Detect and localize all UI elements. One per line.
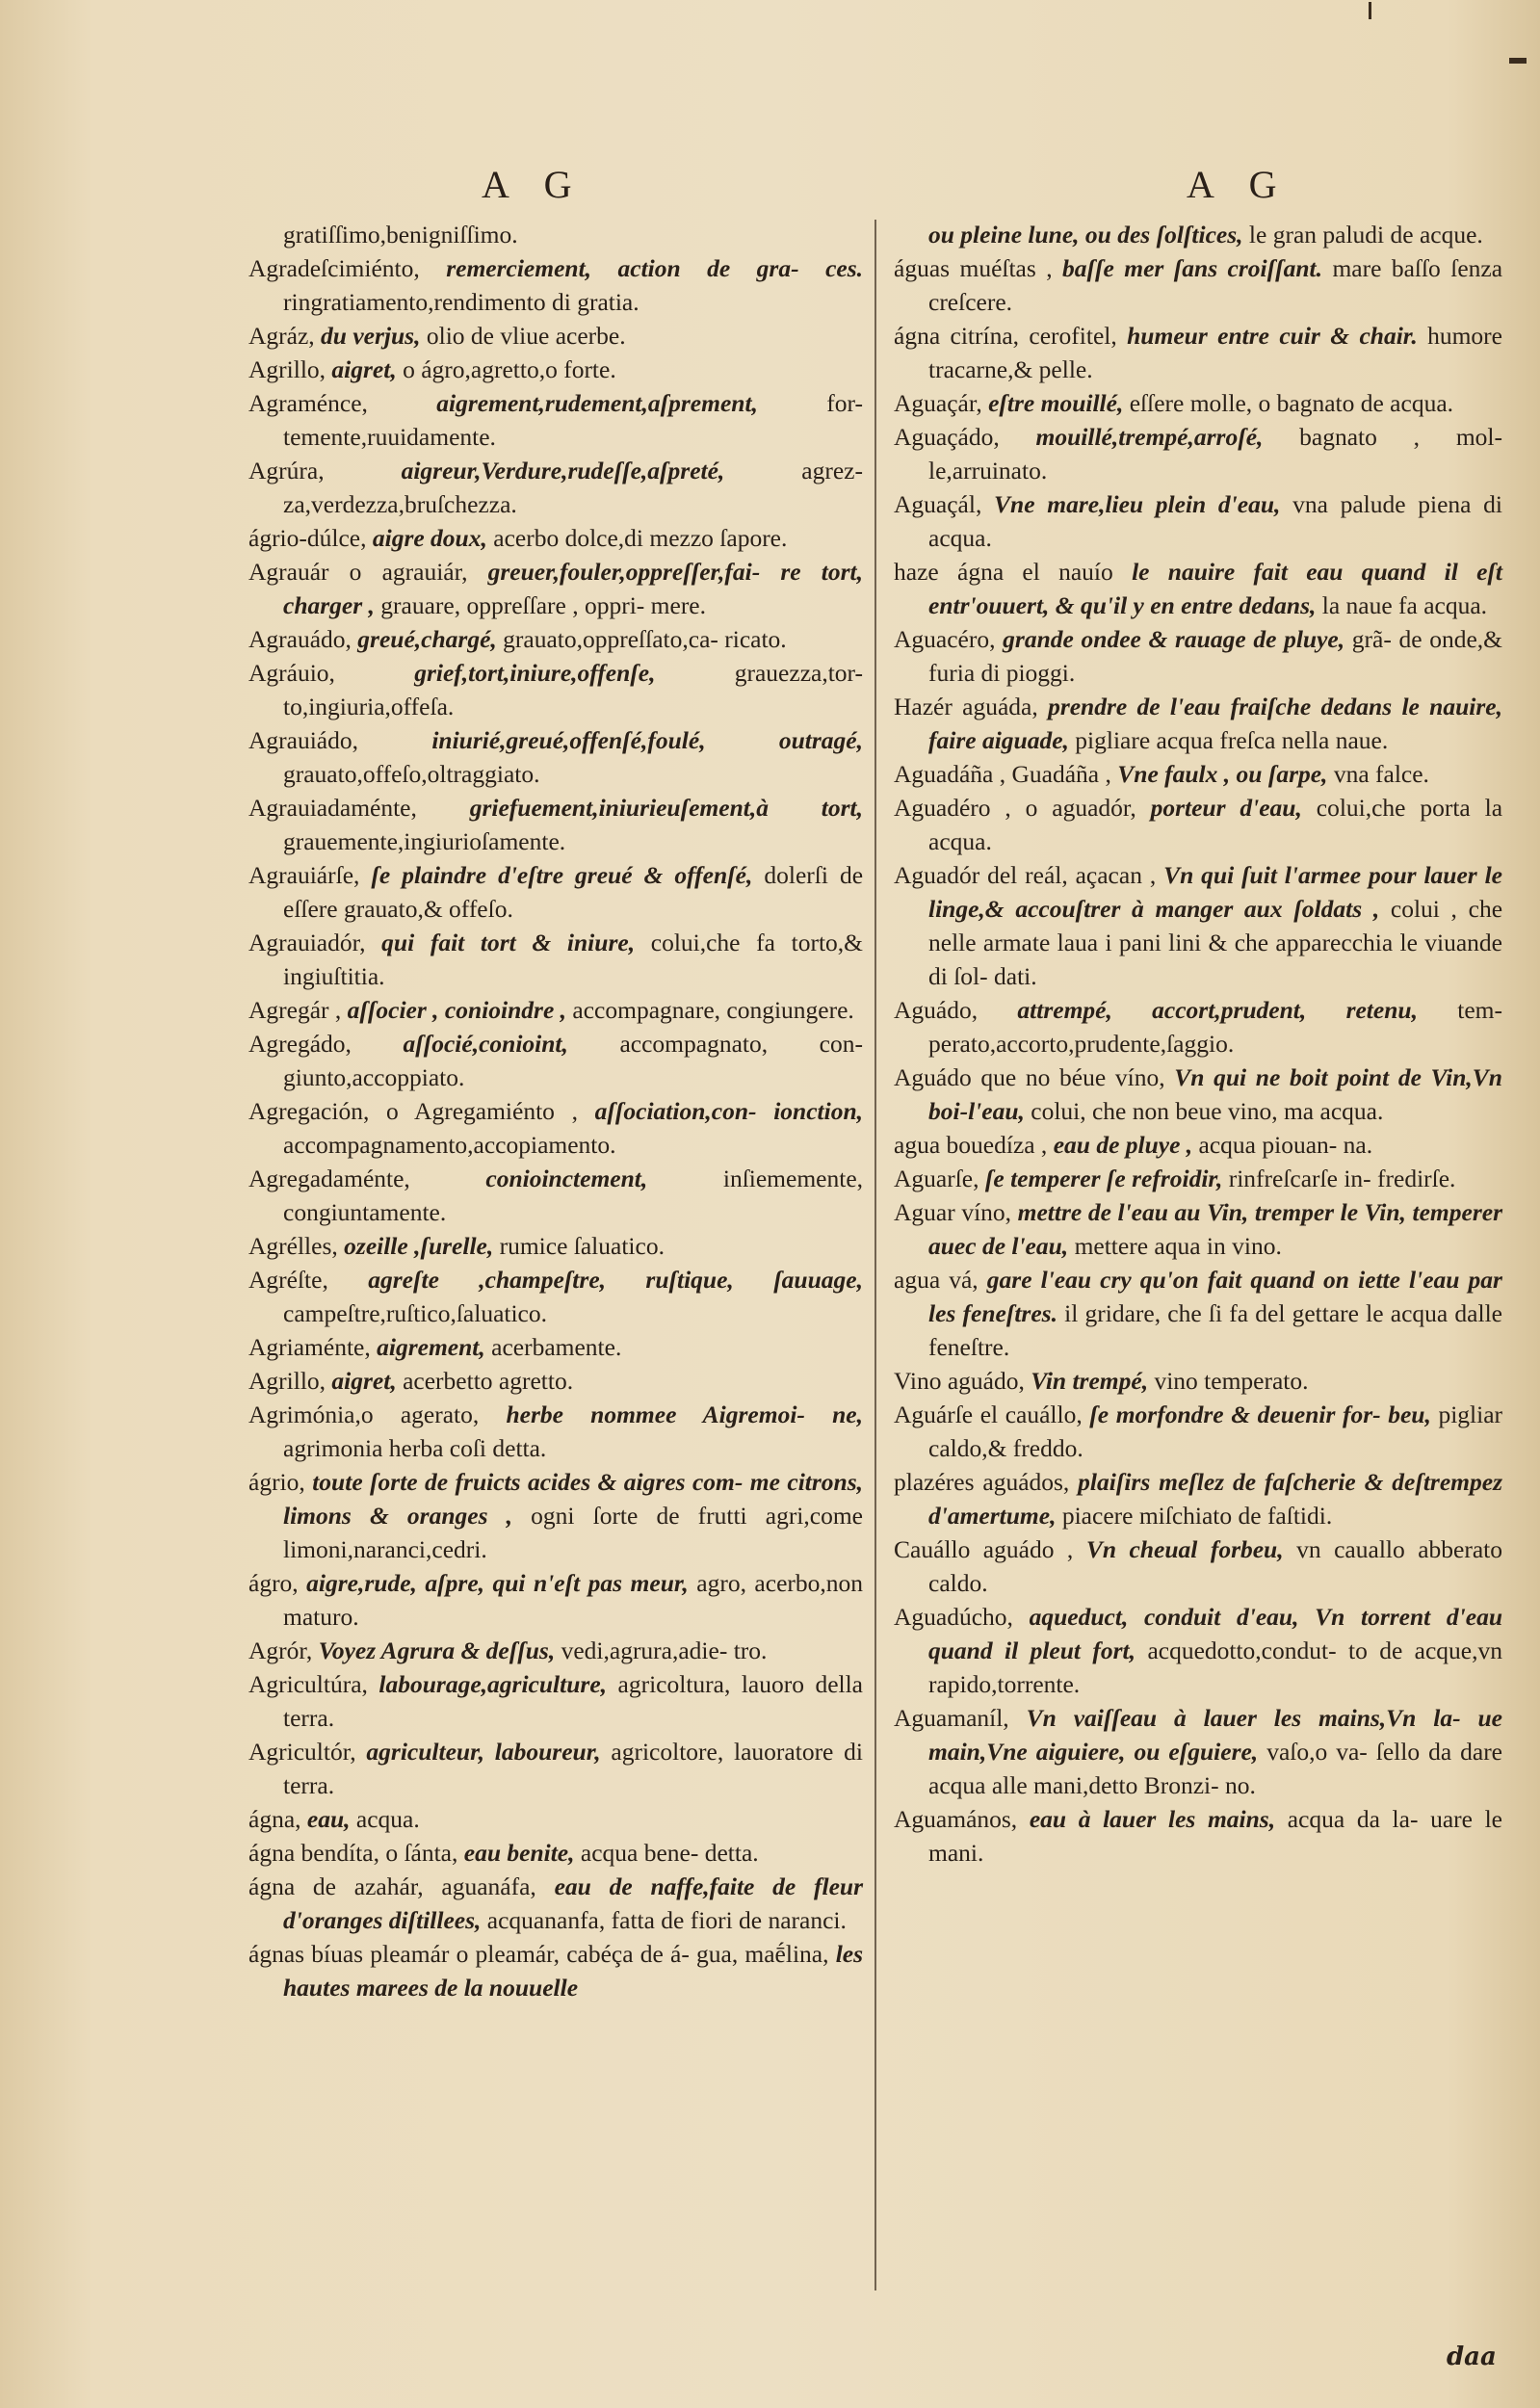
entry-italian: vn cauallo abberato caldo. (928, 1535, 1503, 1597)
entry-headword: ágnas bíuas pleamár o pleamár, cabéça de á- gua, maḗlina, (248, 1940, 829, 1968)
entry-french: greuer,fouler,oppreſſer,fai- re tort, charger , (283, 558, 863, 619)
entry-italian: inſiememente, congiuntamente. (283, 1165, 864, 1226)
dictionary-entry (894, 1398, 1502, 1465)
entry-headword: Agregár , (248, 996, 342, 1024)
dictionary-entry (894, 1802, 1502, 1870)
entry-french: eau benite, (463, 1839, 575, 1867)
entry-french: aigre doux, (372, 524, 487, 552)
entry-italian: acquananfa, fatta de fiori de naranci. (486, 1906, 847, 1934)
entry-italian: acqua piouan- na. (1198, 1131, 1373, 1159)
dictionary-entry (894, 555, 1502, 622)
entry-french: qui fait tort & iniure, (381, 929, 636, 956)
entry-headword: Aguadúcho, (894, 1603, 1013, 1631)
entry-french: Vn qui ſuit l'armee pour lauer le linge,& accouſtrer à manger aux ſoldats , (928, 861, 1502, 923)
entry-french: eau à lauer les mains, (1029, 1805, 1276, 1833)
entry-french: Vn vaiſſeau à lauer les mains,Vn la- ue main,Vne aiguiere, ou eſguiere, (928, 1704, 1503, 1766)
dictionary-entry (248, 521, 863, 555)
entry-headword: ágna citrína, cerofitel, (894, 322, 1117, 350)
dictionary-entry (894, 1195, 1502, 1263)
dictionary-entry (894, 622, 1502, 690)
entry-italian: agricoltura, lauoro della terra. (283, 1670, 863, 1732)
dictionary-entry (894, 420, 1502, 487)
entry-french: Vn cheual forbeu, (1085, 1535, 1284, 1563)
entry-headword: Agrélles, (248, 1232, 338, 1260)
dictionary-entry (248, 1735, 863, 1802)
dictionary-entry (248, 723, 863, 791)
entry-italian: mettere aqua in vino. (1074, 1232, 1282, 1260)
entry-italian: ogni ſorte de frutti agri,come limoni,naranci,cedri. (283, 1502, 863, 1563)
entry-italian: agro, acerbo,non maturo. (283, 1569, 864, 1631)
entry-headword: Agricultór, (248, 1738, 356, 1766)
entry-headword: Agradeſcimiénto, (248, 254, 420, 282)
entry-french: baſſe mer ſans croiſſant. (1062, 254, 1322, 282)
entry-italian: accompagnare, congiungere. (572, 996, 854, 1024)
entry-french: ſe morfondre & deuenir for- beu, (1089, 1400, 1431, 1428)
dictionary-entry (894, 1701, 1502, 1802)
entry-italian: agrez- za,verdezza,bruſchezza. (283, 457, 863, 518)
entry-french: attrempé, accort,prudent, retenu, (1017, 996, 1418, 1024)
dictionary-entry (894, 1364, 1502, 1398)
entry-italian: piacere miſchiato de faſtidi. (1061, 1502, 1333, 1530)
entry-french: porteur d'eau, (1150, 794, 1302, 822)
dictionary-entry (248, 1162, 863, 1229)
dictionary-entry (894, 1060, 1502, 1128)
entry-headword: Agregación, o Agregamiénto , (248, 1097, 578, 1125)
dictionary-entry (248, 1094, 863, 1162)
entry-italian: le gran paludi de acque. (1248, 221, 1483, 249)
entry-headword: Agregadaménte, (248, 1165, 410, 1192)
entry-french: ſe temperer ſe refroidir, (984, 1165, 1223, 1192)
dictionary-entry (894, 487, 1502, 555)
entry-headword: Aguadáña , Guadáña , (894, 760, 1111, 788)
entry-italian: for- temente,ruuidamente. (283, 389, 864, 451)
dictionary-entry (248, 1667, 863, 1735)
entry-headword: Agrauiadór, (248, 929, 366, 956)
entry-headword: plazéres aguádos, (894, 1468, 1070, 1496)
entry-headword: Aguamános, (894, 1805, 1018, 1833)
entry-italian: grauato,offeſo,oltraggiato. (283, 760, 540, 788)
entry-french: aigreur,Verdure,rudeſſe,aſpreté, (401, 457, 725, 484)
dictionary-entry (894, 791, 1502, 858)
dictionary-entry (248, 926, 863, 993)
entry-italian: la naue fa acqua. (1321, 591, 1488, 619)
entry-italian: olio de vliue acerbe. (426, 322, 626, 350)
entry-headword: Aguadór del reál, açacan , (894, 861, 1157, 889)
entry-italian: rinfreſcarſe in- fredirſe. (1228, 1165, 1456, 1192)
entry-french: griefuement,iniurieuſement,à tort, (469, 794, 863, 822)
entry-french: les hautes marees de la nouuelle (283, 1940, 864, 2002)
entry-french: ſe plaindre d'eſtre greué & offenſé, (371, 861, 753, 889)
dictionary-entry (894, 1263, 1502, 1364)
entry-headword: Aguamaníl, (894, 1704, 1009, 1732)
entry-italian: eſſere molle, o bagnato de acqua. (1129, 389, 1454, 417)
entry-headword: Agriaménte, (248, 1333, 371, 1361)
right-column (894, 218, 1502, 1870)
entry-italian: grauare, oppreſſare , oppri- mere. (380, 591, 706, 619)
dictionary-entry (894, 757, 1502, 791)
entry-french: labourage,agriculture, (378, 1670, 608, 1698)
entry-italian: vna palude piena di acqua. (928, 490, 1503, 552)
entry-french: herbe nommee Aigremoi- ne, (506, 1400, 864, 1428)
entry-italian: colui,che porta la acqua. (928, 794, 1503, 855)
entry-italian: bagnato , mol- le,arruinato. (928, 423, 1502, 484)
dictionary-entry (248, 353, 863, 386)
entry-french: eau de naffe,faite de fleur d'oranges diſtillees, (283, 1872, 864, 1934)
dictionary-entry (894, 251, 1502, 319)
entry-french: eau, (306, 1805, 351, 1833)
dictionary-entry (248, 1634, 863, 1667)
entry-french: Vin trempé, (1031, 1367, 1149, 1395)
entry-french: aigret, (331, 1367, 397, 1395)
entry-french: ozeille ,ſurelle, (344, 1232, 494, 1260)
entry-headword: Aguaçár, (894, 389, 982, 417)
entry-headword: Agráz, (248, 322, 315, 350)
entry-headword: Agrauiadaménte, (248, 794, 417, 822)
entry-headword: ágna bendíta, o ſánta, (248, 1839, 458, 1867)
dictionary-entry (894, 1600, 1502, 1701)
entry-italian: agrimonia herba coſi detta. (283, 1434, 547, 1462)
dictionary-entry (248, 1027, 863, 1094)
entry-french: plaiſirs meſlez de faſcherie & deſtrempez d'amertume, (928, 1468, 1502, 1530)
entry-headword: Agrimónia,o agerato, (248, 1400, 480, 1428)
dictionary-entry (248, 454, 863, 521)
entry-french: Vne mare,lieu plein d'eau, (994, 490, 1281, 518)
entry-italian: acqua. (355, 1805, 420, 1833)
entry-italian: dolerſi de eſſere grauato,& offeſo. (283, 861, 864, 923)
entry-italian: pigliar caldo,& freddo. (928, 1400, 1503, 1462)
entry-french: grande ondee & rauage de pluye, (1003, 625, 1345, 653)
entry-headword: Aguaçádo, (894, 423, 1000, 451)
entry-headword: ágna, (248, 1805, 301, 1833)
entry-headword: Agrillo, (248, 1367, 326, 1395)
entry-italian: grauemente,ingiurioſamente. (283, 827, 566, 855)
entry-headword: Aguárſe el cauállo, (894, 1400, 1083, 1428)
entry-french: eſtre mouillé, (988, 389, 1124, 417)
dictionary-entry (248, 1465, 863, 1566)
running-header-left: A G (482, 163, 586, 206)
entry-italian: vino temperato. (1154, 1367, 1309, 1395)
entry-headword: Aguarſe, (894, 1165, 979, 1192)
running-header-right: A G (1187, 163, 1291, 206)
entry-headword: Aguádo que no béue víno, (894, 1063, 1165, 1091)
dictionary-entry (248, 993, 863, 1027)
entry-headword: Agrauár o agrauiár, (248, 558, 468, 586)
entry-italian: acquedotto,condut- to de acque,vn rapido,torrente. (928, 1636, 1503, 1698)
entry-italian: campeſtre,ruſtico,ſaluatico. (283, 1299, 548, 1327)
entry-headword: ágrio-dúlce, (248, 524, 367, 552)
dictionary-entry (248, 386, 863, 454)
entry-italian: pigliare acqua freſca nella naue. (1075, 726, 1389, 754)
entry-french: eau de pluye , (1053, 1131, 1193, 1159)
entry-french: grief,tort,iniure,offenſe, (414, 659, 656, 687)
entry-italian: grauato,oppreſſato,ca- ricato. (503, 625, 787, 653)
dictionary-entry (248, 218, 863, 251)
entry-french: remerciement, action de gra- ces. (446, 254, 863, 282)
entry-french: iniurié,greué,offenſé,foulé, outragé, (431, 726, 863, 754)
entry-italian: colui,che fa torto,& ingiuſtitia. (283, 929, 864, 990)
entry-french: aigrement, (377, 1333, 485, 1361)
folio-signature: daa (1447, 2343, 1497, 2371)
entry-italian: colui, che non beue vino, ma acqua. (1031, 1097, 1384, 1125)
entry-headword: Agricultúra, (248, 1670, 368, 1698)
entry-italian: accompagnamento,accopiamento. (283, 1131, 616, 1159)
entry-italian: rumice ſaluatico. (499, 1232, 665, 1260)
dictionary-entry (894, 319, 1502, 386)
entry-headword: ágna de azahár, aguanáfa, (248, 1872, 536, 1900)
page-mark (1369, 2, 1371, 19)
dictionary-entry (248, 1229, 863, 1263)
dictionary-entry (248, 1263, 863, 1330)
entry-italian: acqua bene- detta. (580, 1839, 759, 1867)
left-column (248, 218, 863, 2004)
entry-italian: colui , che nelle armate laua i pani lini & che apparecchia le viuande di ſol- dati. (928, 895, 1503, 990)
entry-headword: Agregádo, (248, 1030, 352, 1058)
dictionary-entry (894, 218, 1502, 251)
entry-french: prendre de l'eau fraiſche dedans le nauire, faire aiguade, (928, 693, 1502, 754)
entry-french: conioinctement, (485, 1165, 648, 1192)
entry-headword: Aguacéro, (894, 625, 996, 653)
entry-headword: Agrillo, (248, 355, 326, 383)
entry-french: aqueduct, conduit d'eau, Vn torrent d'eau quand il pleut fort, (928, 1603, 1503, 1664)
entry-headword: ágro, (248, 1569, 299, 1597)
dictionary-entry (894, 690, 1502, 757)
entry-headword: Agrauádo, (248, 625, 352, 653)
entry-italian: agricoltore, lauoratore di terra. (283, 1738, 864, 1799)
dictionary-entry (894, 993, 1502, 1060)
dictionary-entry (248, 1398, 863, 1465)
entry-headword: agua bouedíza , (894, 1131, 1048, 1159)
entry-french: aigret, (331, 355, 397, 383)
dictionary-entry (894, 1465, 1502, 1532)
entry-italian: acqua da la- uare le mani. (928, 1805, 1502, 1867)
dictionary-entry (248, 1937, 863, 2004)
entry-italian: o ágro,agretto,o forte. (403, 355, 616, 383)
dictionary-entry (248, 1566, 863, 1634)
entry-french: aſſociation,con- ionction, (594, 1097, 864, 1125)
entry-headword: Agréſte, (248, 1266, 328, 1294)
entry-french: Vne faulx , ou ſarpe, (1117, 760, 1328, 788)
entry-headword: Vino aguádo, (894, 1367, 1025, 1395)
entry-headword: Agráuio, (248, 659, 335, 687)
entry-headword: Agraménce, (248, 389, 368, 417)
entry-french: mouillé,trempé,arroſé, (1035, 423, 1264, 451)
entry-french: Vn qui ne boit point de Vin,Vn boi-l'eau, (928, 1063, 1502, 1125)
entry-headword: agua vá, (894, 1266, 979, 1294)
dictionary-entry (248, 555, 863, 622)
dictionary-entry (894, 1162, 1502, 1195)
entry-headword: gratiſſimo,benigniſſimo. (283, 221, 518, 249)
entry-french: gare l'eau cry qu'on fait quand on iette l'eau par les feneſtres. (928, 1266, 1502, 1327)
entry-headword: Aguar víno, (894, 1198, 1012, 1226)
entry-french: mettre de l'eau au Vin, tremper le Vin, temperer auec de l'eau, (928, 1198, 1503, 1260)
entry-italian: humore tracarne,& pelle. (928, 322, 1502, 383)
dictionary-entry (248, 251, 863, 319)
dictionary-entry (248, 1870, 863, 1937)
dictionary-entry (894, 386, 1502, 420)
dictionary-entry (894, 1128, 1502, 1162)
column-divider (874, 220, 876, 2290)
entry-french: aſſocié,conioint, (403, 1030, 568, 1058)
entry-headword: ágrio, (248, 1468, 305, 1496)
entry-headword: Aguaçál, (894, 490, 982, 518)
entry-headword: haze ágna el nauío (894, 558, 1113, 586)
entry-headword: Agrúra, (248, 457, 325, 484)
page-corner-mark (1509, 58, 1527, 64)
entry-headword: Hazér aguáda, (894, 693, 1038, 720)
entry-french: agriculteur, laboureur, (366, 1738, 601, 1766)
entry-italian: vna falce. (1333, 760, 1429, 788)
dictionary-entry (248, 858, 863, 926)
entry-italian: tem- perato,accorto,prudente,ſaggio. (928, 996, 1502, 1058)
entry-french: greué,chargé, (357, 625, 497, 653)
dictionary-entry (248, 791, 863, 858)
entry-french: agreſte ,champeſtre, ruſtique, ſauuage, (368, 1266, 863, 1294)
entry-french: aigrement,rudement,aſprement, (436, 389, 758, 417)
entry-french: aigre,rude, aſpre, qui n'eſt pas meur, (306, 1569, 689, 1597)
entry-italian: grã- de onde,& furia di pioggi. (928, 625, 1502, 687)
entry-italian: vaſo,o va- ſello da dare acqua alle mani,detto Bronzi- no. (928, 1738, 1503, 1799)
entry-french: humeur entre cuir & chair. (1127, 322, 1418, 350)
entry-french: ou pleine lune, ou des ſolſtices, (928, 221, 1243, 249)
entry-headword: Aguadéro , o aguadór, (894, 794, 1136, 822)
dictionary-entry (248, 319, 863, 353)
entry-headword: Agrauiárſe, (248, 861, 360, 889)
dictionary-entry (248, 1364, 863, 1398)
dictionary-entry (248, 1802, 863, 1836)
dictionary-entry (894, 1532, 1502, 1600)
entry-italian: grauezza,tor- to,ingiuria,offeſa. (283, 659, 864, 720)
entry-italian: acerbamente. (491, 1333, 622, 1361)
entry-italian: acerbo dolce,di mezzo ſapore. (493, 524, 788, 552)
entry-french: aſſocier , conioindre , (347, 996, 567, 1024)
entry-italian: il gridare, che ſi fa del gettare le acqua dalle feneſtre. (928, 1299, 1502, 1361)
entry-headword: Cauállo aguádo , (894, 1535, 1074, 1563)
entry-headword: Agrór, (248, 1636, 313, 1664)
dictionary-entry (248, 622, 863, 656)
dictionary-entry (248, 1836, 863, 1870)
entry-french: le nauire fait eau quand il eſt entr'ouuert, & qu'il y en entre dedans, (928, 558, 1503, 619)
dictionary-entry (894, 858, 1502, 993)
entry-italian: accompagnato, con- giunto,accoppiato. (283, 1030, 863, 1091)
entry-italian: acerbetto agretto. (403, 1367, 574, 1395)
dictionary-entry (248, 1330, 863, 1364)
entry-italian: vedi,agrura,adie- tro. (561, 1636, 768, 1664)
entry-french: du verjus, (321, 322, 421, 350)
dictionary-entry (248, 656, 863, 723)
entry-italian: mare baſſo ſenza creſcere. (928, 254, 1503, 316)
entry-headword: Aguádo, (894, 996, 979, 1024)
entry-italian: ringratiamento,rendimento di gratia. (283, 288, 639, 316)
entry-headword: águas muéſtas , (894, 254, 1053, 282)
entry-french: Voyez Agrura & deſſus, (318, 1636, 556, 1664)
entry-french: toute ſorte de fruicts acides & aigres com- me citrons, limons & oranges , (283, 1468, 864, 1530)
entry-headword: Agrauiádo, (248, 726, 359, 754)
